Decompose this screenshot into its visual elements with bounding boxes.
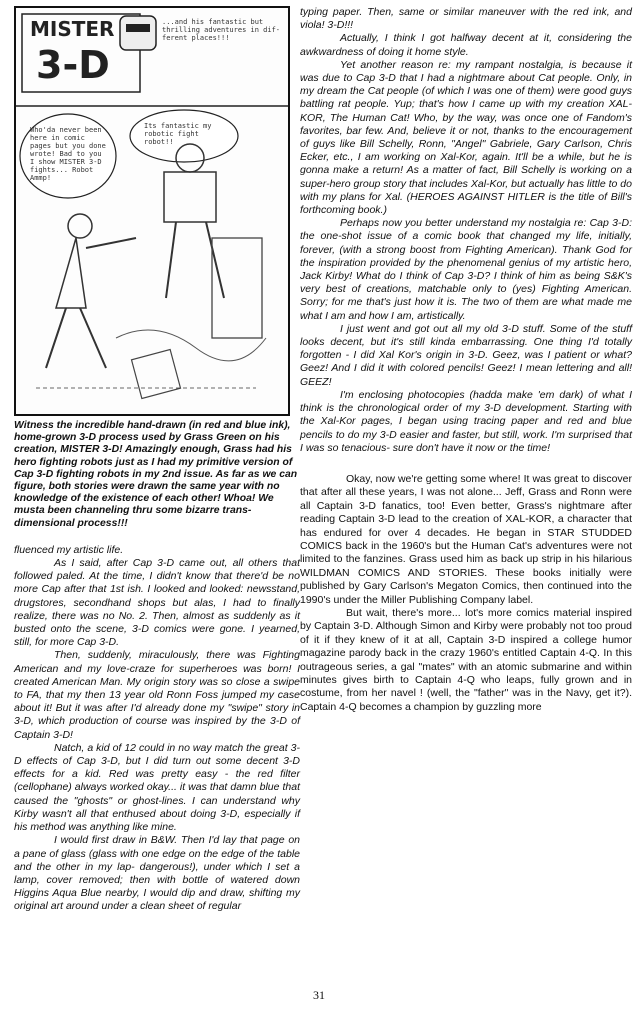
right-ital-paragraph-2: Yet another reason re: my rampant nostalgia, is because it was due to Cap 3-D that I had a nightmare about Cat people. Only, in my dream the Cat people (of which I was one of them) were good guys battling rat people. Yup; that's how I came up with my creation XAL-KOR, The Human Cat! Who, by the way, was once one of Fandom's favorites, bar few. And, believe it or not, thanks to the encouragement of guys like Bill Schelly, Ronn, "Angel" Gabriele, Gary Carlson, Chris Ecker, etc., I am working on Xal-Kor, again. It'll be a while, but he is gonna make a return! As a matter of fact, Bill Schelly is working on a super-hero group story that includes Xal-Kor, but actually has little to do with my plans for Xal. (HEROES AGAINST HITLER is the title of Bill's forthcoming book.)	[300, 58, 632, 217]
right-ital-paragraph-1: Actually, I think I got halfway decent at it, considering the awkwardness of doing it home style.	[300, 32, 632, 58]
left-paragraph-4: I would first draw in B&W. Then I'd lay that page on a pane of glass (glass with one edge on the edge of the table and the other in my lap- dangerous!), under which I set a lamp, cover removed; then with bottle of watered down Higgins Aqua Blue nearby, I would dip and draw, shifting my original art around under a clean sheet of regular	[14, 834, 300, 913]
right-column	[300, 6, 632, 714]
right-ital-paragraph-5: I'm enclosing photocopies (hadda make 'em dark) of what I think is the chronological order of my 3-D development. Starting with the Xal-Kor pages, I began using tracing paper and red and blue pencils to do my 3-D easier and faster, but still, work. I'm surprised that I was so tenacious- sure don't have it now or the time!	[300, 388, 632, 454]
left-paragraph-2: Then, suddenly, miraculously, there was Fighting American and my love-craze for superheroes was born! I created American Man. My origin story was so close a swipe to FA, that my then 13 year old Ronn Foss jumped my case about it! But it was after I'd already done my "swipe" story in 3-D, which production of course was inspired by the 3-D of Captain 3-D!	[14, 649, 300, 741]
right-ital-paragraph-3: Perhaps now you better understand my nostalgia re: Cap 3-D: the one-shot issue of a comic book that changed my life, initially, forever, (with a strong boost from Fighting American). Thank God for the inspiration provided by the phenomenal genius of my artistic hero, Jack Kirby! What do I think of Cap 3-D? I think of him as being S&K's very best of creations, matchable only to (yes) Fighting American. Sorry; for me that's just how it is. The two of them are what made me what I am and how I am, artistically.	[300, 217, 632, 322]
comic-title-line-1: MISTER	[30, 17, 115, 41]
left-paragraph-1: As I said, after Cap 3-D came out, all others that followed paled. At the time, I didn't know that there'd be no more Cap after that 1st ish. I looked and looked: newsstand, drugstores, secondhand shops but alas, I had to finally realize, there was no No. 2. Then, almost as suddenly as it busted onto the scene, 3-D comics were gone. I yearned, still, for more Cap 3-D.	[14, 557, 300, 649]
comic-title-line-2: 3-D	[36, 43, 110, 87]
comic-corner-text: ...and his fantastic but thrilling adventures in dif- ferent places!!!	[162, 18, 281, 42]
right-plain-paragraph-1: But wait, there's more... lot's more comics material inspired by Captain 3-D. Although Simon and Kirby were probably not too proud of it if they knew of it at all, Captain 3-D inspired a college humor magazine parody back in the crazy 1960's entitled Captain 4-Q. In this outrageous series, a gal "mates" with an atomic submarine and within minutes gives birth to Captain 4-Q who leaps, fully grown and in costume, from her navel ! (well, the "father" was in the Navy, get it?). Captain 4-Q becomes a champion by guzzling more	[300, 606, 632, 713]
comic-bubble-right: Its fantastic my robotic fight robot!!	[144, 122, 212, 146]
mister-3d-comic-panel	[14, 6, 290, 416]
left-paragraph-0: fluenced my artistic life.	[14, 543, 124, 556]
left-paragraph-3: Natch, a kid of 12 could in no way match the great 3-D effects of Cap 3-D, but I did turn out some decent 3-D effects for a kid. Red was pretty easy - the red filter (cellophane) always worked okay... it was that damn blue that caused the "ghosts" or ghost-lines. I can understand why Kirby wasn't all that enthused about doing 3-D, especially if his method was anything like mine.	[14, 741, 300, 834]
right-ital-paragraph-4: I just went and got out all my old 3-D stuff. Some of the stuff looks decent, but it's still kinda embarrassing. One thing I'd totally forgotten - I did Xal Kor's origin in 3-D. Geez, was I patient or what? Geez! And I did it with colored pencils! Geez! I mean lettering and all! GEEZ!	[300, 322, 632, 388]
left-column	[14, 6, 300, 914]
comic-bubble-left: Who'da never been here in comic pages but you done wrote! Bad to you I show MISTER 3-D fights... Robot Ammp!	[30, 126, 106, 182]
right-ital-paragraph-0: typing paper. Then, same or similar maneuver with the red ink, and viola! 3-D!!!	[300, 6, 632, 32]
page-number: 31	[313, 988, 325, 1002]
section-gap	[300, 455, 632, 473]
comic-caption: Witness the incredible hand-drawn (in red and blue ink), home-grown 3-D process used by Grass Green on his creation, MISTER 3-D! Amazingly enough, Grass had his hero fighting robots just as I had my primitive version of Cap 3-D fighting robots in my 2nd issue. As far as we can figure, both stories were drawn the same year with no knowledge of the existence of each other! Whoa! We musta been channeling thru some bizarre trans-dimensional process!!!	[14, 420, 298, 529]
right-plain-paragraph-0: Okay, now we're getting some where! It was great to discover that after all these years, I was not alone... Jeff, Grass and Ronn were all Captain 3-D fanatics, too! Even better, Grass's nightmare after reading Captain 3-D lead to the creation of XAL-KOR, a character that has endured for over 4 decades. He began in STAR STUDDED COMICS back in the 1960's but the Human Cat's adventures were not limited to the fanzines. Grass used him as back up strip in his hilarious WILDMAN COMICS AND STORIES. These books initially were published by Gary Carlson's Megaton Comics, then continued into the 1990's under the Miller Publishing Company label.	[300, 472, 632, 606]
